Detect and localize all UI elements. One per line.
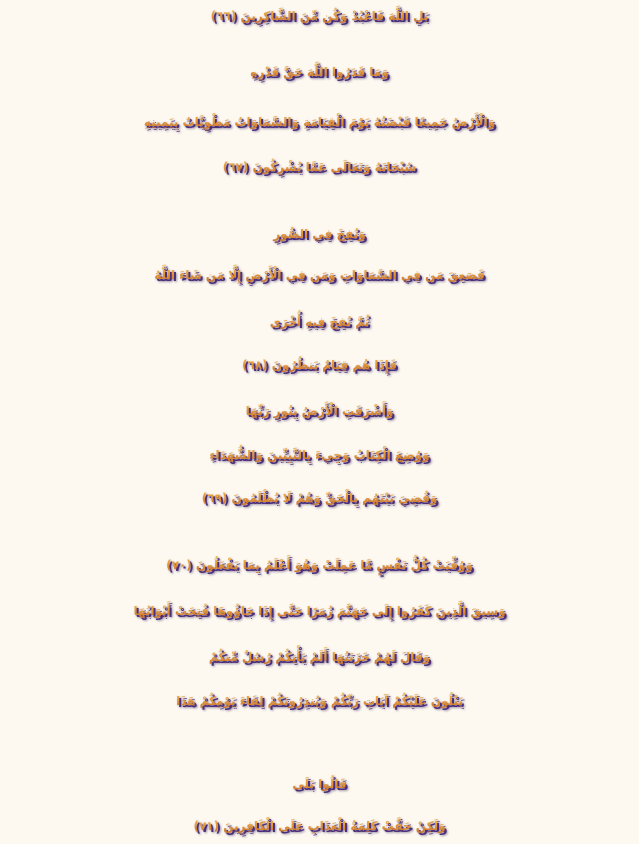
verse-line-71-fourth: قَالُوا بَلَى (0, 769, 639, 799)
verse-line-71-second: وَقَالَ لَهُمْ خَزَنَتُهَا أَلَمْ يَأْتِكُمْ رُسُلٌ مِّنكُمْ (0, 642, 639, 672)
verse-line-70: وَوُفِّيَتْ كُلُّ نَفْسٍ مَّا عَمِلَتْ وَهُوَ أَعْلَمُ بِمَا يَفْعَلُونَ (٧٠) (0, 550, 639, 580)
verse-line-68-end: فَإِذَا هُم قِيَامٌ يَنظُرُونَ (٦٨) (0, 350, 639, 380)
verse-line-67-middle: وَالْأَرْضُ جَمِيعًا قَبْضَتُهُ يَوْمَ الْقِيَامَةِ وَالسَّمَاوَاتُ مَطْوِيَّاتٌ بِيَمِينِهِ (0, 107, 639, 137)
verse-line-69-start: وَأَشْرَقَتِ الْأَرْضُ بِنُورِ رَبِّهَا (0, 396, 639, 426)
verse-line-67-start: وَمَا قَدَرُوا اللَّهَ حَقَّ قَدْرِهِ (0, 57, 639, 87)
verse-line-71-third: يَتْلُونَ عَلَيْكُمْ آيَاتِ رَبِّكُمْ وَيُنذِرُونَكُمْ لِقَاءَ يَوْمِكُمْ هَذَا (0, 686, 639, 716)
verse-line-66-end: بَلِ اللَّهَ فَاعْبُدْ وَكُن مِّنَ الشَّاكِرِينَ (٦٦) (0, 1, 639, 31)
verse-line-71-end: وَلَكِنْ حَقَّتْ كَلِمَةُ الْعَذَابِ عَلَى الْكَافِرِينَ (٧١) (0, 811, 639, 841)
verse-line-69-middle: وَوُضِعَ الْكِتَابُ وَجِيءَ بِالنَّبِيِّينَ وَالشُّهَدَاءِ (0, 440, 639, 470)
verse-line-68-third: ثُمَّ نُفِخَ فِيهِ أُخْرَى (0, 307, 639, 337)
verse-line-69-end: وَقُضِيَ بَيْنَهُم بِالْحَقِّ وَهُمْ لَا يُظْلَمُونَ (٦٩) (0, 483, 639, 513)
verse-line-68-second: فَصَعِقَ مَن فِي السَّمَاوَاتِ وَمَن فِي الْأَرْضِ إِلَّا مَن شَاءَ اللَّهُ (0, 260, 639, 290)
verse-line-71-start: وَسِيقَ الَّذِينَ كَفَرُوا إِلَى جَهَنَّمَ زُمَرًا حَتَّى إِذَا جَاؤُوهَا فُتِحَتْ أَبْوَابُهَا (0, 596, 639, 626)
verse-line-68-start: وَنُفِخَ فِي الصُّورِ (0, 219, 639, 249)
verse-line-67-end: سُبْحَانَهُ وَتَعَالَى عَمَّا يُشْرِكُونَ (٦٧) (0, 152, 639, 182)
